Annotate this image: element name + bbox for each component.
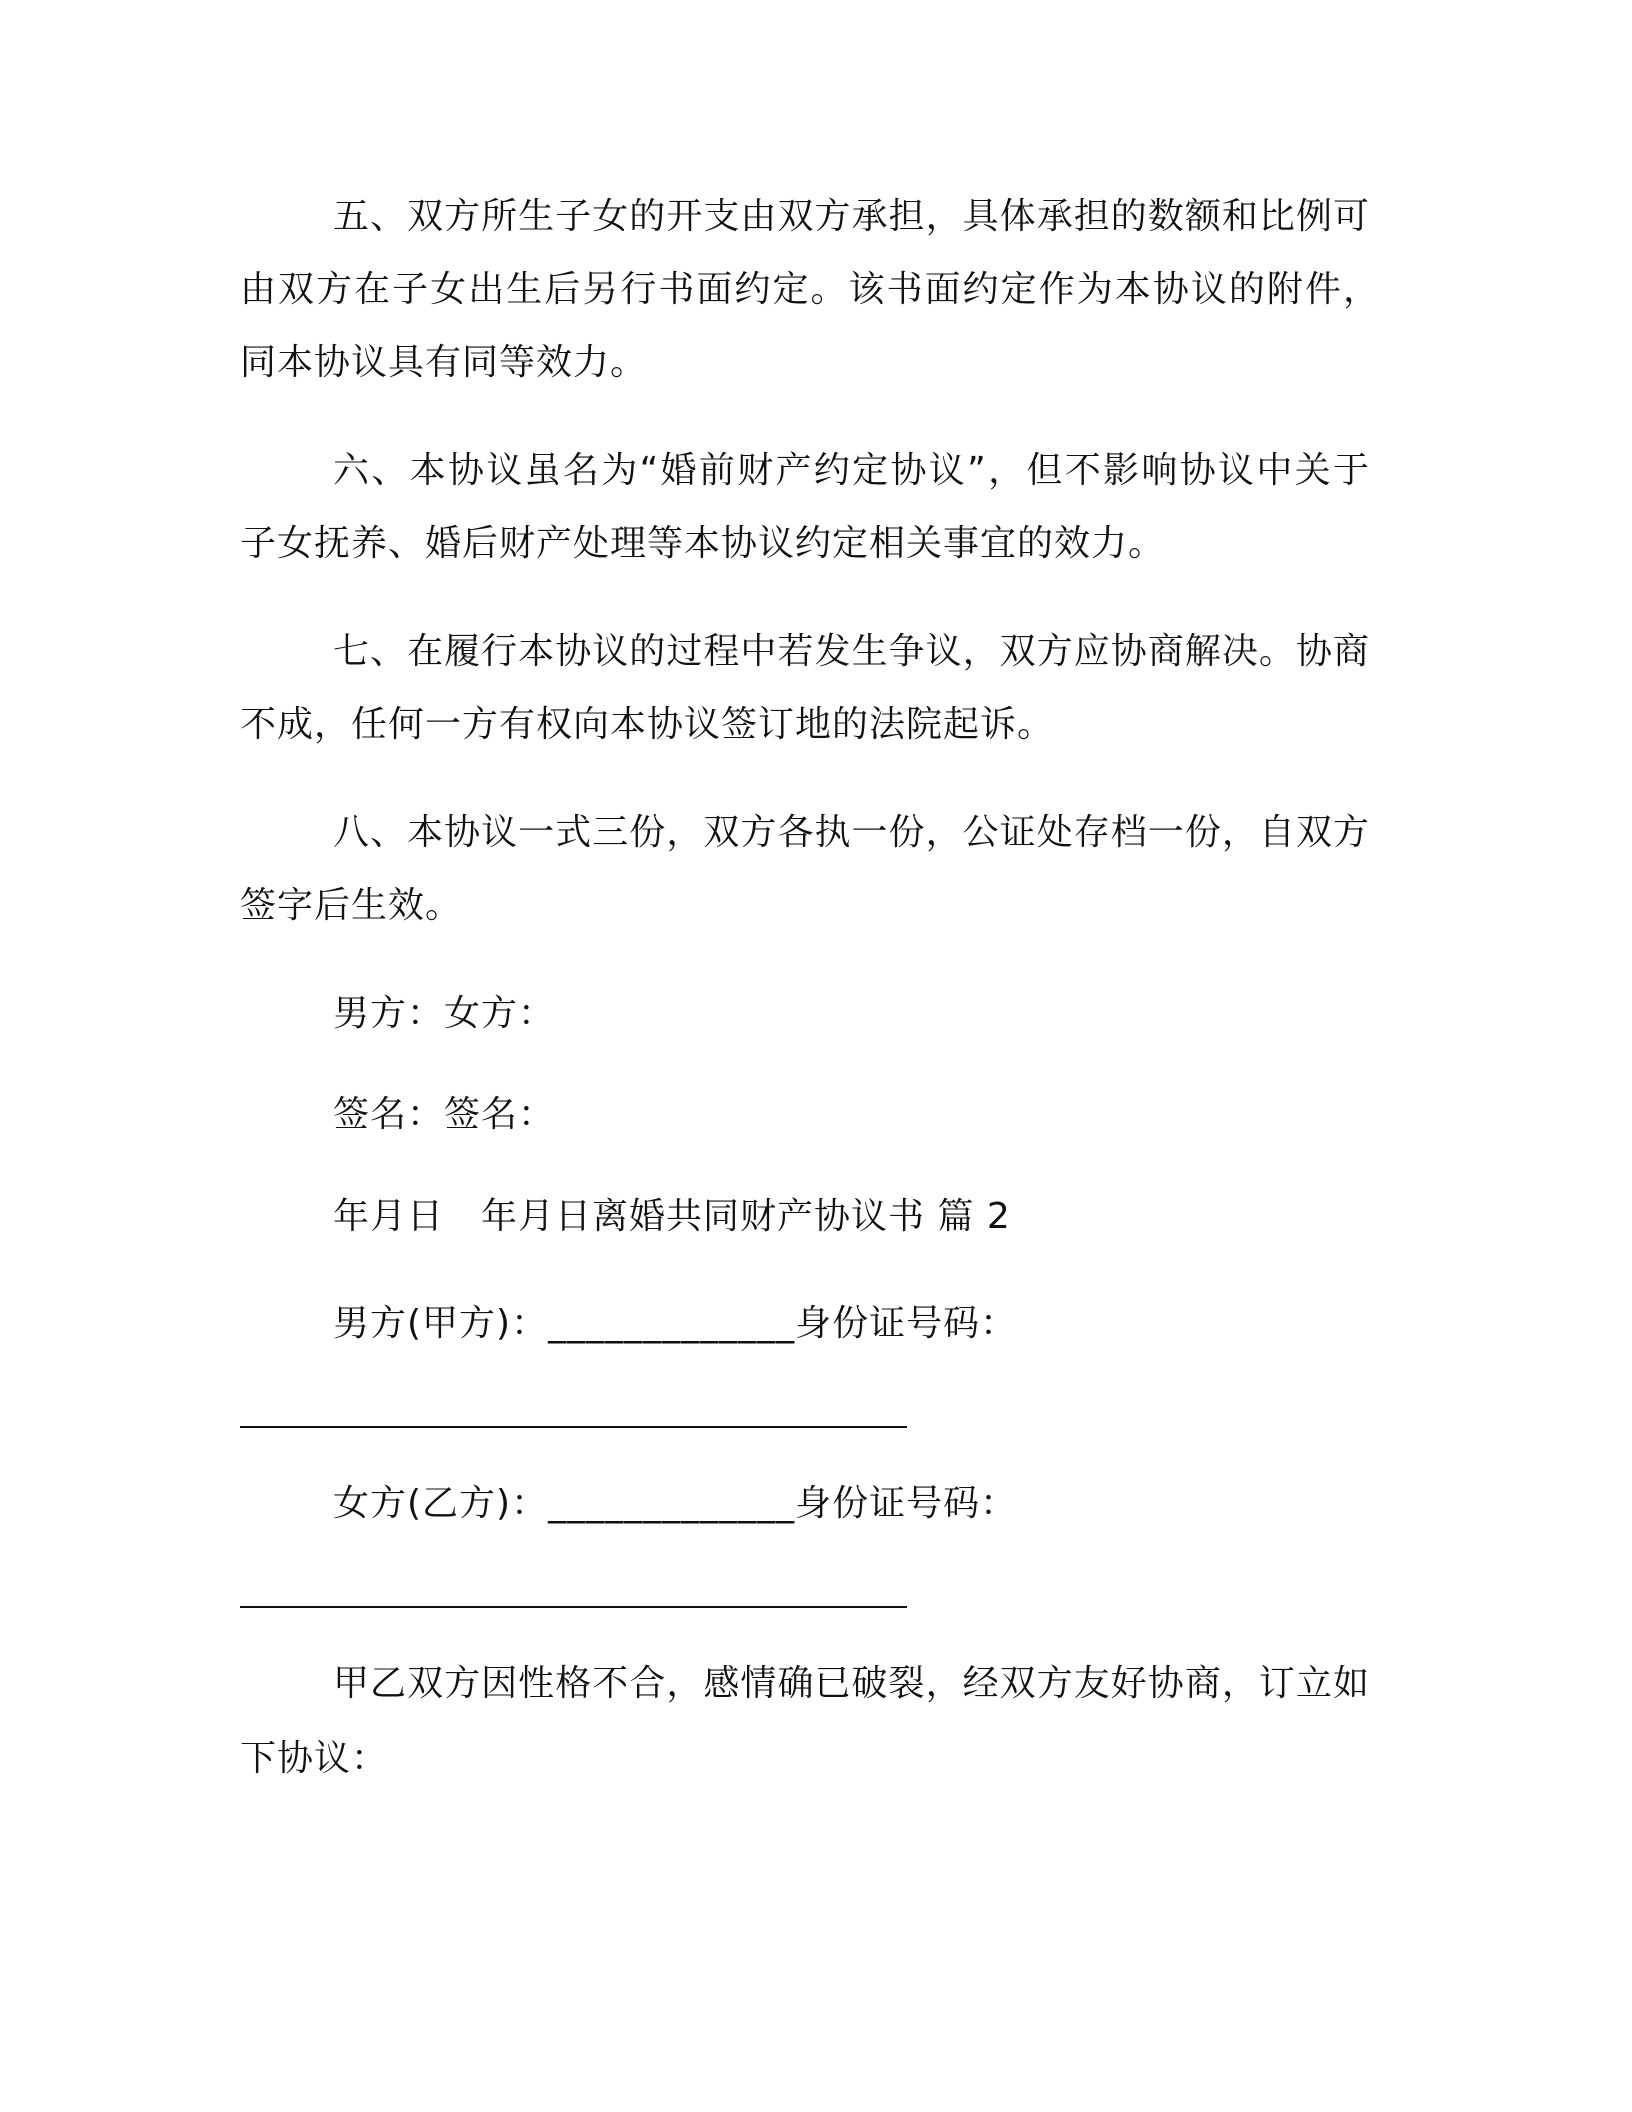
male-id-underline: [240, 1426, 907, 1428]
paragraph-6-line-2: 子女抚养、婚后财产处理等本协议约定相关事宜的效力。: [240, 523, 1166, 564]
date-and-title-line: 年月日 年月日离婚共同财产协议书 篇 2: [333, 1196, 1011, 1237]
female-party-line: 女方(乙方)：_____________身份证号码：: [333, 1483, 1018, 1524]
paragraph-8-line-2: 签字后生效。: [240, 885, 463, 926]
intro-paragraph-line-1: 甲乙双方因性格不合，感情确已破裂，经双方友好协商，订立如: [333, 1663, 1370, 1704]
paragraph-7-line-2: 不成，任何一方有权向本协议签订地的法院起诉。: [240, 704, 1055, 745]
paragraph-5-line-3: 同本协议具有同等效力。: [240, 342, 648, 383]
intro-paragraph-line-2: 下协议：: [240, 1738, 389, 1779]
paragraph-5-line-2: 由双方在子女出生后另行书面约定。该书面约定作为本协议的附件，: [240, 269, 1380, 310]
paragraph-8-line-1: 八、本协议一式三份，双方各执一份，公证处存档一份，自双方: [333, 812, 1370, 853]
paragraph-6-line-1: 六、本协议虽名为“婚前财产约定协议”，但不影响协议中关于: [333, 450, 1370, 491]
paragraph-7-line-1: 七、在履行本协议的过程中若发生争议，双方应协商解决。协商: [333, 631, 1370, 672]
parties-label: 男方：女方：: [333, 993, 556, 1034]
male-party-line: 男方(甲方)：_____________身份证号码：: [333, 1303, 1018, 1344]
female-id-underline: [240, 1606, 907, 1608]
signature-label: 签名：签名：: [333, 1094, 556, 1135]
paragraph-5-line-1: 五、双方所生子女的开支由双方承担，具体承担的数额和比例可: [333, 196, 1370, 237]
